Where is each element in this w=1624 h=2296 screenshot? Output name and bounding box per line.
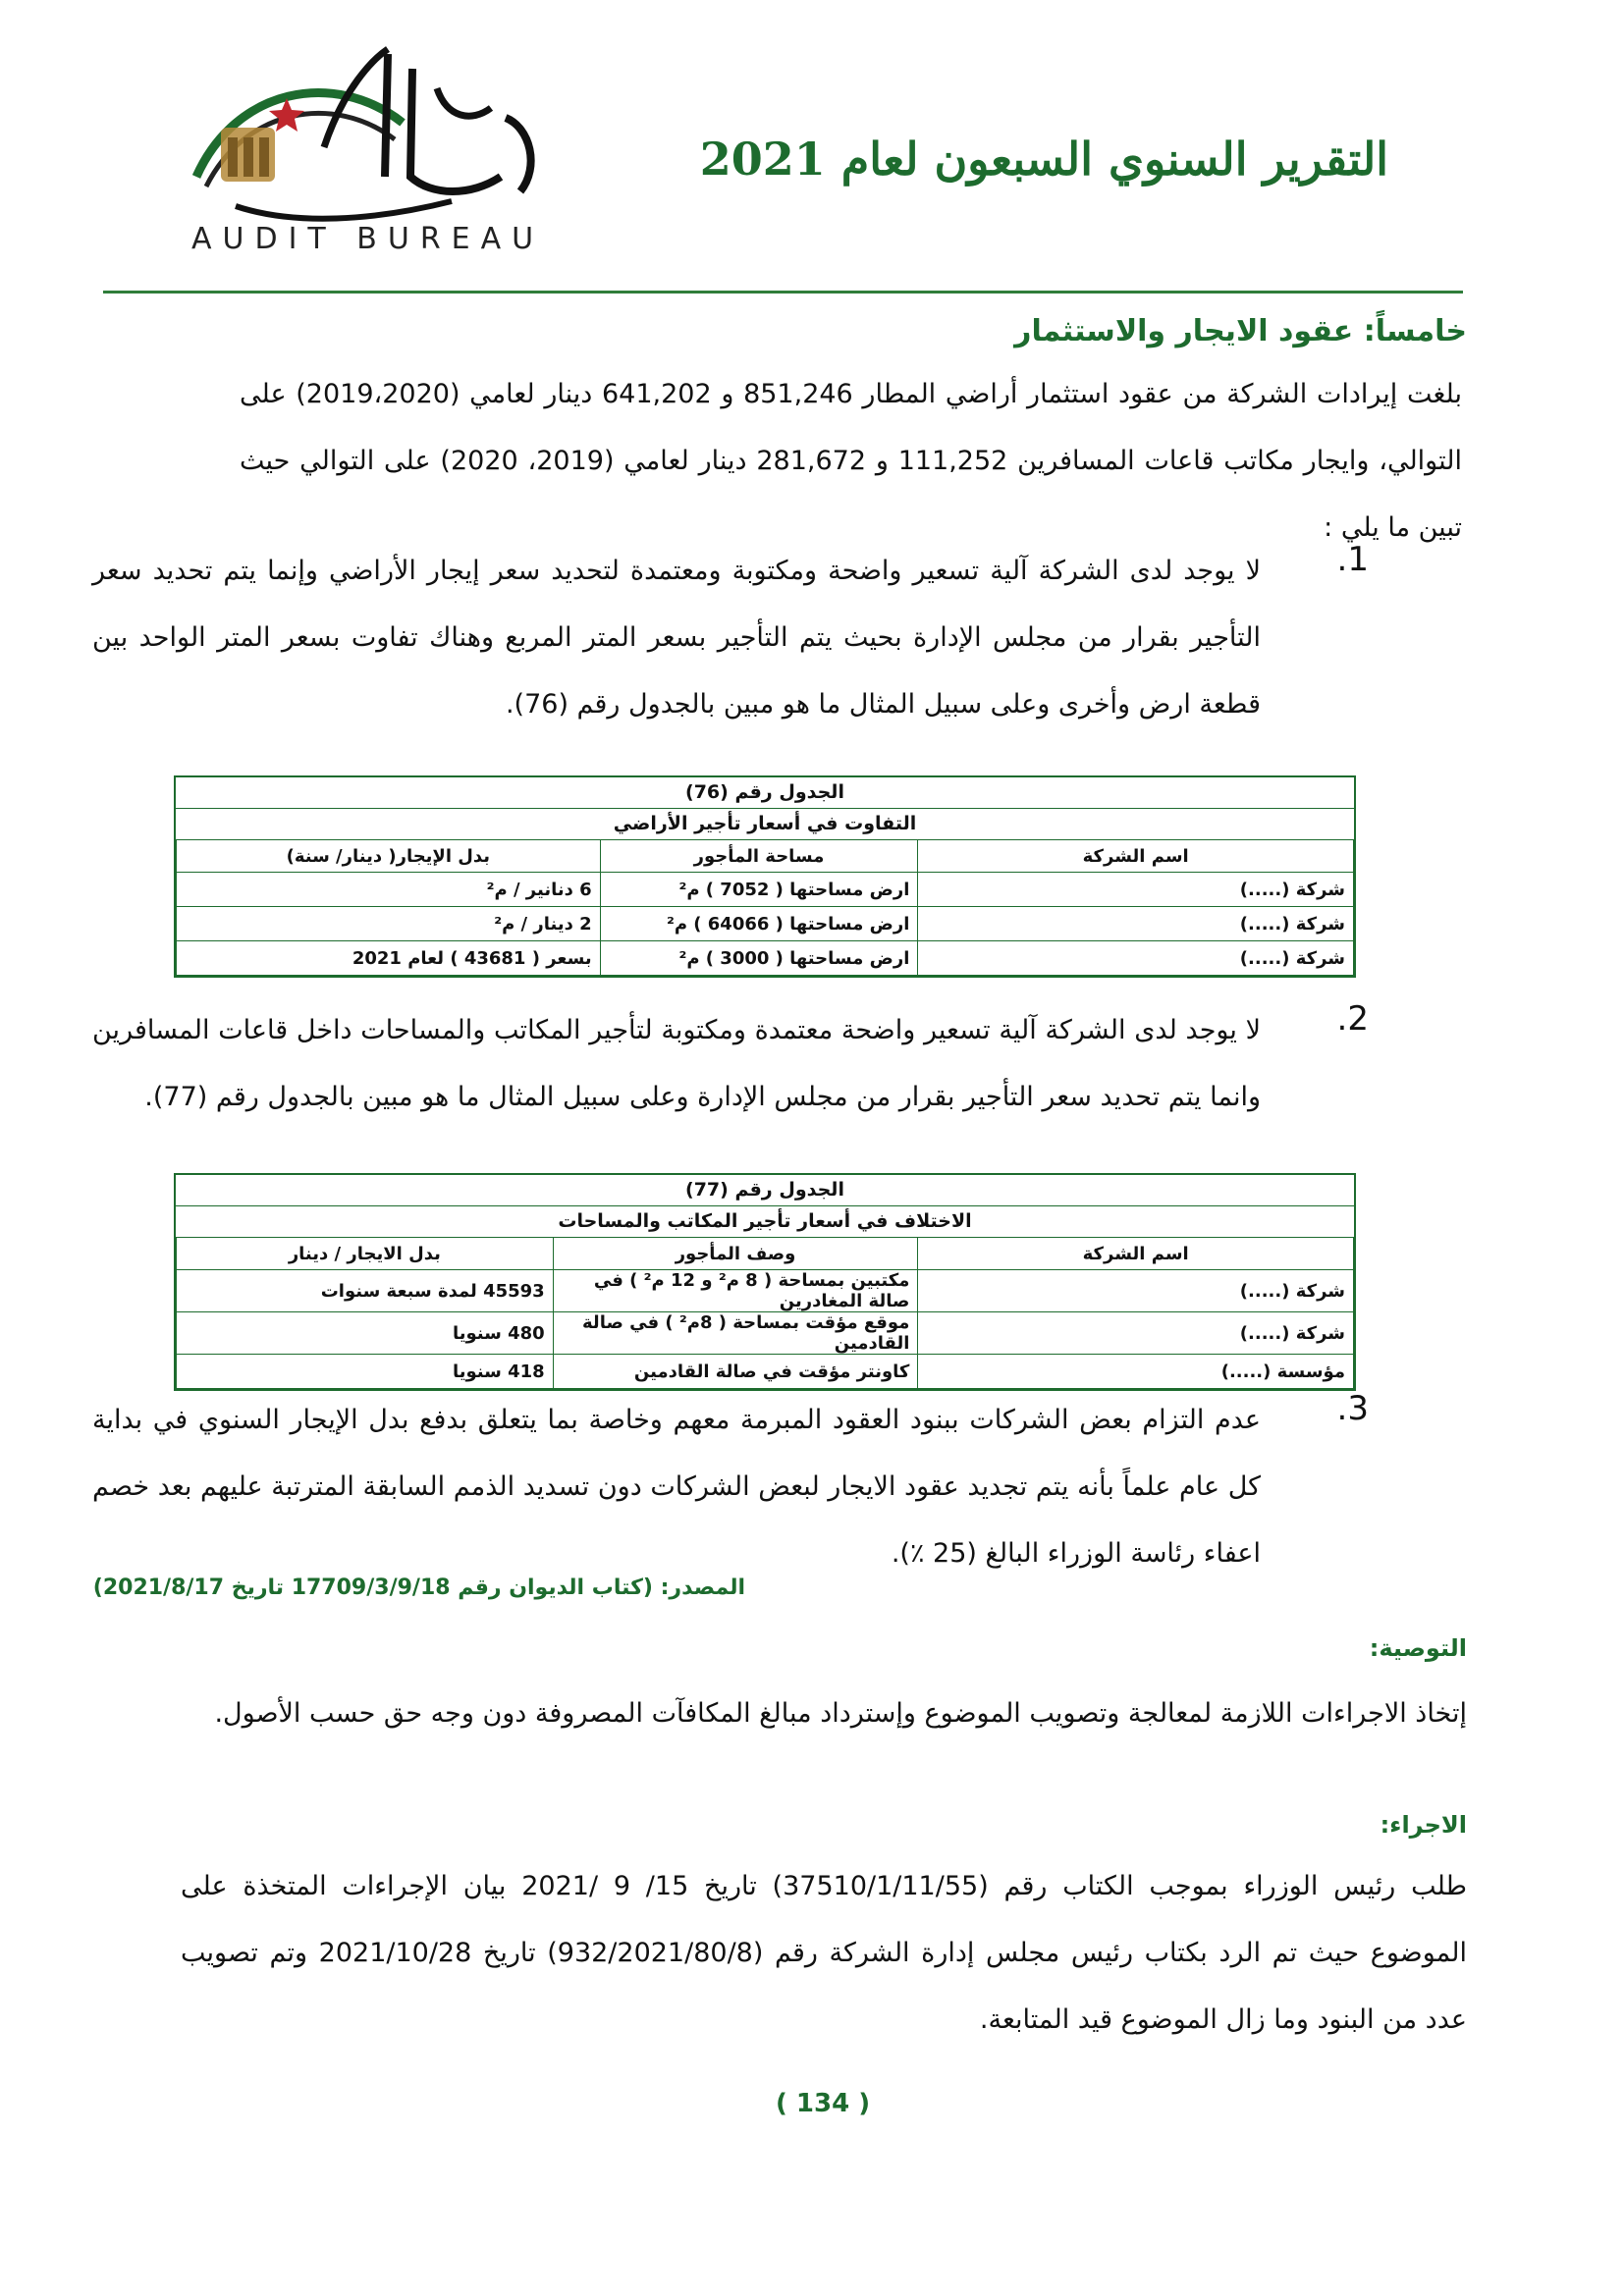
header-divider [103, 291, 1463, 294]
table-cell: مكتبين بمساحة ( 8 م² و 12 م² ) في صالة المغادرين [553, 1270, 918, 1312]
logo-caption: AUDIT BUREAU [191, 222, 545, 256]
item-2-number: 2. [1336, 999, 1369, 1039]
item-2-text: لا يوجد لدى الشركة آلية تسعير واضحة معتمدة ومكتوبة لتأجير المكاتب والمساحات داخل قاعات المسافرين وانما يتم تحديد سعر التأجير بقرار من مجلس الإدارة وعلى سبيل المثال ما هو مبين بالجدول رقم (77). [92, 1015, 1261, 1112]
column-header: بدل الايجار / دينار [177, 1238, 554, 1270]
table-row [177, 1312, 1354, 1355]
column-header: مساحة المأجور [600, 840, 918, 873]
table-77-grid [176, 1238, 1354, 1389]
logo-arabic-text: ديوان المحاسبة [366, 128, 373, 129]
column-header: بدل الإيجار( دينار/ سنة) [177, 840, 601, 873]
table-cell: ارض مساحتها ( 7052 ) م² [600, 873, 918, 907]
table-cell: شركة (.....) [918, 907, 1354, 941]
table-cell: 418 سنويا [177, 1355, 554, 1389]
table-76-number: الجدول رقم (76) [176, 777, 1354, 809]
table-77 [174, 1173, 1356, 1391]
table-cell: موقع مؤقت بمساحة ( 8م² ) في صالة القادمين [553, 1312, 918, 1355]
table-cell: بسعر ( 43681 ) لعام 2021 [177, 941, 601, 976]
table-cell: 480 سنويا [177, 1312, 554, 1355]
table-77-title: الاختلاف في أسعار تأجير المكاتب والمساحات [558, 1210, 972, 1232]
table-77-number: الجدول رقم (77) [176, 1175, 1354, 1206]
table-cell: ارض مساحتها ( 64066 ) م² [600, 907, 918, 941]
source-citation: المصدر: (كتاب الديوان رقم 17709/3/9/18 تاريخ 2021/8/17) [92, 1575, 745, 1600]
table-cell: شركة (.....) [918, 941, 1354, 976]
table-header-row [177, 840, 1354, 873]
table-cell: شركة (.....) [918, 873, 1354, 907]
recommendation-text: إتخاذ الاجراءات اللازمة لمعالجة وتصويب الموضوع وإسترداد مبالغ المكافآت المصروفة دون وجه حق حسب الأصول. [214, 1698, 1467, 1729]
item-1-number: 1. [1336, 540, 1369, 579]
table-cell: ارض مساحتها ( 3000 ) م² [600, 941, 918, 976]
table-cell: كاونتر مؤقت في صالة القادمين [553, 1355, 918, 1389]
action-heading: الاجراء: [1380, 1811, 1467, 1839]
item-1-text: لا يوجد لدى الشركة آلية تسعير واضحة ومكتوبة ومعتمدة لتحديد سعر إيجار الأراضي وإنما يتم تحديد سعر التأجير بقرار من مجلس الإدارة بحيث يتم التأجير بسعر المتر المربع وهناك تفاوت بسعر المتر الواحد بين قطعة ارض وأخرى وعلى سبيل المثال ما هو مبين بالجدول رقم (76). [92, 556, 1261, 720]
table-cell: 2 دينار / م² [177, 907, 601, 941]
section-heading: خامساً: عقود الايجار والاستثمار [1014, 314, 1467, 348]
table-76 [174, 775, 1356, 978]
table-cell: 45593 لمدة سبعة سنوات [177, 1270, 554, 1312]
item-3-text: عدم التزام بعض الشركات ببنود العقود المبرمة معهم وخاصة بما يتعلق بدفع بدل الإيجار السنوي في بداية كل عام علماً بأنه يتم تجديد عقود الايجار لبعض الشركات دون تسديد الذمم السابقة المترتبة عليهم بعد خصم اعفاء رئاسة الوزراء البالغ (25 ٪). [92, 1405, 1261, 1569]
recommendation-heading: التوصية: [1369, 1634, 1467, 1662]
action-text: طلب رئيس الوزراء بموجب الكتاب رقم (37510/1/11/55) تاريخ 15/ 9 /2021 بيان الإجراءات المتخذة على الموضوع حيث تم الرد بكتاب رئيس مجلس إدارة الشركة رقم (932/2021/80/8) تاريخ 2021/10/28 وتم تصويب عدد من البنود وما زال الموضوع قيد المتابعة. [181, 1871, 1468, 2035]
table-77-caption [176, 1175, 1354, 1238]
column-header: وصف المأجور [553, 1238, 918, 1270]
table-cell: 6 دنانير / م² [177, 873, 601, 907]
table-cell: شركة (.....) [918, 1312, 1354, 1355]
table-76-title: التفاوت في أسعار تأجير الأراضي [613, 813, 917, 834]
table-76-grid [176, 840, 1354, 976]
table-row [177, 873, 1354, 907]
column-header: اسم الشركة [918, 840, 1354, 873]
table-header-row [177, 1238, 1354, 1270]
column-header: اسم الشركة [918, 1238, 1354, 1270]
table-cell: مؤسسة (.....) [918, 1355, 1354, 1389]
intro-paragraph: بلغت إيرادات الشركة من عقود استثمار أراضي المطار 851,246 و 641,202 دينار لعامي (2019،2020) على التوالي، وايجار مكاتب قاعات المسافرين 111,252 و 281,672 دينار لعامي (2019، 2020) على التوالي حيث تبين ما يلي : [240, 379, 1463, 543]
item-3-number: 3. [1336, 1389, 1369, 1428]
page-number: ( 134 ) [776, 2089, 871, 2118]
table-row [177, 1270, 1354, 1312]
table-row [177, 907, 1354, 941]
table-cell: شركة (.....) [918, 1270, 1354, 1312]
table-row [177, 941, 1354, 976]
table-76-caption [176, 777, 1354, 840]
table-row [177, 1355, 1354, 1389]
report-title: التقرير السنوي السبعون لعام 2021 [699, 133, 1388, 186]
